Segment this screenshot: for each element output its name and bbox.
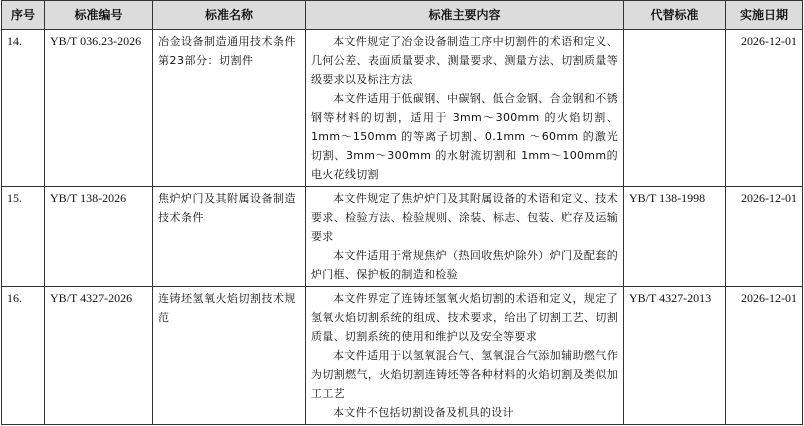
standard-name: 连铸坯氢氧火焰切割技术规范: [153, 287, 306, 425]
row-number: 14.: [2, 30, 45, 187]
table-row: [2, 30, 803, 187]
content-paragraph: 本文件适用于常规焦炉（热回收焦炉除外）炉门及配套的炉门框、保护板的制造和检验: [311, 249, 618, 281]
standard-content: [306, 187, 624, 287]
content-paragraph: 本文件界定了连铸坯氢氧火焰切割的术语和定义，规定了氢氧火焰切割系统的组成、技术要求，给出了切割工艺、切割质量、切割系统的使用和维护以及安全等要求: [311, 292, 618, 343]
content-paragraph: 本文件规定了焦炉炉门及其附属设备的术语和定义、技术要求、检验方法、检验规则、涂装、标志、包装、贮存及运输要求: [311, 192, 618, 243]
row-number: 16.: [2, 287, 45, 425]
effective-date: 2026-12-01: [726, 287, 803, 425]
content-paragraph: 本文件不包括切割设备及机具的设计: [333, 406, 514, 419]
standards-table: [1, 0, 803, 425]
content-paragraph: 本文件适用于以氢氧混合气、氢氧混合气添加辅助燃气作为切割燃气，火焰切割连铸坯等各种材料的火焰切割及类似加工工艺: [311, 349, 618, 400]
col-header-replaced: 代替标准: [624, 1, 726, 30]
row-number: 15.: [2, 187, 45, 287]
content-paragraph: 本文件适用于低碳钢、中碳钢、低合金钢、合金钢和不锈钢等材料的切割，适用于 3mm～300mm 的火焰切割、1mm～150mm 的等离子切割、0.1mm ～60mm 的激光切割、3mm～300mm 的水射流切割和 1mm～100mm的电火花线切割: [311, 92, 618, 181]
replaced-standard: YB/T 138-1998: [624, 187, 726, 287]
replaced-standard: [624, 30, 726, 187]
effective-date: 2026-12-01: [726, 30, 803, 187]
standard-code: YB/T 138-2026: [45, 187, 153, 287]
header-row: [2, 1, 803, 30]
standard-name: 焦炉炉门及其附属设备制造技术条件: [153, 187, 306, 287]
standard-content: [306, 287, 624, 425]
effective-date: 2026-12-01: [726, 187, 803, 287]
content-paragraph: 本文件规定了冶金设备制造工序中切割件的术语和定义、几何公差、表面质量要求、测量要求、测量方法、切割质量等级要求以及标注方法: [311, 35, 618, 86]
col-header-date: 实施日期: [726, 1, 803, 30]
col-header-no: 序号: [2, 1, 45, 30]
replaced-standard: YB/T 4327-2013: [624, 287, 726, 425]
standard-name: 冶金设备制造通用技术条件 第23部分：切割件: [153, 30, 306, 187]
standard-code: YB/T 036.23-2026: [45, 30, 153, 187]
col-header-name: 标准名称: [153, 1, 306, 30]
standard-content: [306, 30, 624, 187]
standard-code: YB/T 4327-2026: [45, 287, 153, 425]
col-header-code: 标准编号: [45, 1, 153, 30]
table-row: [2, 287, 803, 425]
col-header-content: 标准主要内容: [306, 1, 624, 30]
table-row: [2, 187, 803, 287]
